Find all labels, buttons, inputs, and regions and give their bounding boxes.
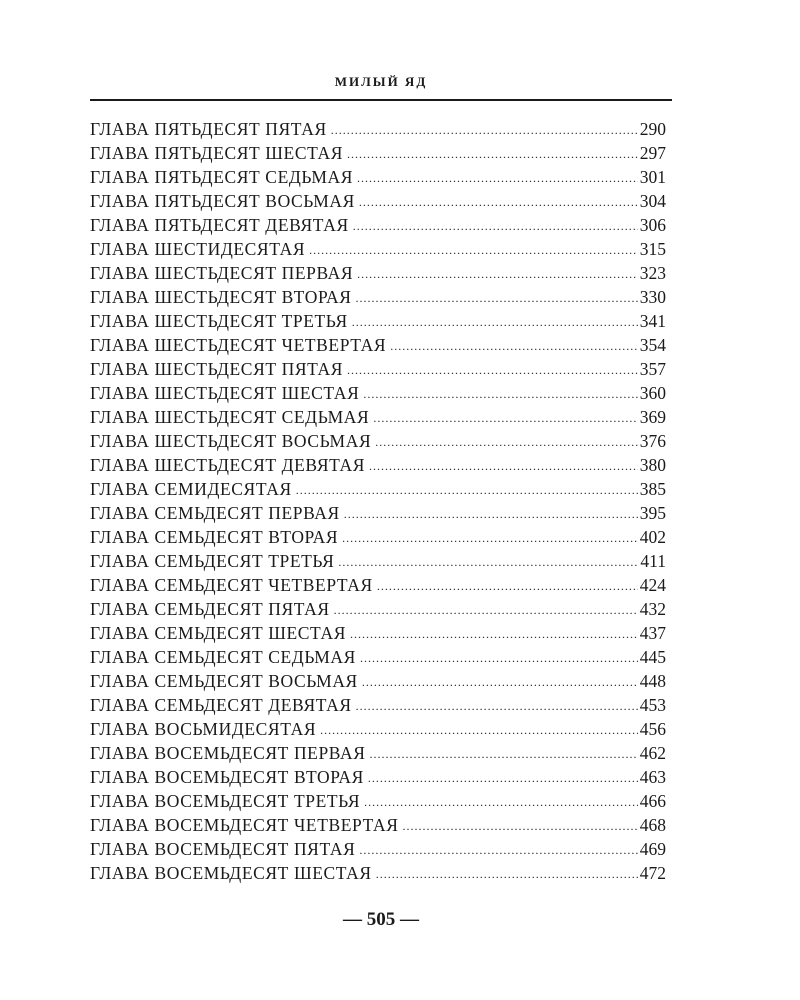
toc-entry-title: ГЛАВА ШЕСТЬДЕСЯТ ВОСЬМАЯ xyxy=(90,431,372,451)
toc-entry xyxy=(90,285,666,309)
dot-leader xyxy=(369,742,637,766)
toc-entry xyxy=(90,141,666,165)
toc-entry-title: ГЛАВА ШЕСТЬДЕСЯТ ТРЕТЬЯ xyxy=(90,311,348,331)
toc-entry-page: 466 xyxy=(639,791,666,811)
toc-entry-title: ГЛАВА ШЕСТИДЕСЯТАЯ xyxy=(90,239,306,259)
toc-entry-title: ГЛАВА ПЯТЬДЕСЯТ ПЯТАЯ xyxy=(90,119,327,139)
dot-leader xyxy=(350,622,638,646)
toc-entry-title: ГЛАВА ШЕСТЬДЕСЯТ ПЯТАЯ xyxy=(90,359,344,379)
toc-entry-page: 341 xyxy=(639,311,666,331)
dot-leader xyxy=(344,502,638,526)
toc-entry-page: 453 xyxy=(639,695,666,715)
toc-entry xyxy=(90,861,666,885)
toc-entry xyxy=(90,237,666,261)
toc-entry xyxy=(90,549,666,573)
toc-entry xyxy=(90,597,666,621)
toc-entry-page: 330 xyxy=(639,287,666,307)
toc-entry xyxy=(90,837,666,861)
toc-entry-title: ГЛАВА СЕМИДЕСЯТАЯ xyxy=(90,479,292,499)
toc-entry-page: 424 xyxy=(639,575,666,595)
toc-entry-page: 360 xyxy=(639,383,666,403)
toc-entry-page: 448 xyxy=(639,671,666,691)
header-rule xyxy=(90,99,672,101)
toc-entry-page: 369 xyxy=(639,407,666,427)
toc-entry-title: ГЛАВА ВОСЕМЬДЕСЯТ ПЯТАЯ xyxy=(90,839,356,859)
dot-leader xyxy=(362,670,638,694)
toc-entry-title: ГЛАВА ПЯТЬДЕСЯТ ВОСЬМАЯ xyxy=(90,191,355,211)
dot-leader xyxy=(403,814,638,838)
toc-entry-title: ГЛАВА ВОСЕМЬДЕСЯТ ПЕРВАЯ xyxy=(90,743,366,763)
toc-entry xyxy=(90,261,666,285)
toc-entry-title: ГЛАВА ВОСЕМЬДЕСЯТ ШЕСТАЯ xyxy=(90,863,372,883)
toc-entry-title: ГЛАВА ШЕСТЬДЕСЯТ ШЕСТАЯ xyxy=(90,383,360,403)
toc-entry-title: ГЛАВА ВОСЬМИДЕСЯТАЯ xyxy=(90,719,317,739)
toc-entry xyxy=(90,741,666,765)
dot-leader xyxy=(357,166,638,190)
toc-entry xyxy=(90,813,666,837)
toc-entry-title: ГЛАВА СЕМЬДЕСЯТ ПЯТАЯ xyxy=(90,599,330,619)
toc-entry-page: 297 xyxy=(639,143,666,163)
toc-entry-title: ГЛАВА СЕМЬДЕСЯТ ДЕВЯТАЯ xyxy=(90,695,352,715)
toc-entry-page: 315 xyxy=(639,239,666,259)
toc-entry-page: 290 xyxy=(639,119,666,139)
toc-entry-page: 395 xyxy=(639,503,666,523)
toc-entry-title: ГЛАВА ШЕСТЬДЕСЯТ СЕДЬМАЯ xyxy=(90,407,370,427)
toc-entry-title: ГЛАВА ШЕСТЬДЕСЯТ ВТОРАЯ xyxy=(90,287,352,307)
toc-entry-page: 462 xyxy=(639,743,666,763)
dot-leader xyxy=(309,238,638,262)
toc-entry-title: ГЛАВА ВОСЕМЬДЕСЯТ ТРЕТЬЯ xyxy=(90,791,361,811)
toc-entry-title: ГЛАВА СЕМЬДЕСЯТ ШЕСТАЯ xyxy=(90,623,346,643)
dot-leader xyxy=(359,838,637,862)
toc-entry xyxy=(90,165,666,189)
toc-entry-title: ГЛАВА СЕМЬДЕСЯТ ТРЕТЬЯ xyxy=(90,551,335,571)
toc-entry-page: 411 xyxy=(640,551,666,571)
toc-entry xyxy=(90,573,666,597)
dot-leader xyxy=(375,430,638,454)
toc-entry-page: 354 xyxy=(639,335,666,355)
dot-leader xyxy=(369,454,638,478)
toc-entry-page: 437 xyxy=(639,623,666,643)
toc-entry-page: 468 xyxy=(639,815,666,835)
toc-entry-page: 456 xyxy=(639,719,666,739)
toc-entry xyxy=(90,621,666,645)
toc-entry xyxy=(90,789,666,813)
dot-leader xyxy=(296,478,638,502)
toc-entry xyxy=(90,333,666,357)
toc-entry-page: 301 xyxy=(639,167,666,187)
dot-leader xyxy=(320,718,638,742)
dot-leader xyxy=(360,646,638,670)
toc-entry xyxy=(90,669,666,693)
toc-entry-title: ГЛАВА СЕМЬДЕСЯТ ВОСЬМАЯ xyxy=(90,671,358,691)
toc-entry xyxy=(90,645,666,669)
toc-entry-title: ГЛАВА ШЕСТЬДЕСЯТ ПЕРВАЯ xyxy=(90,263,354,283)
dot-leader xyxy=(368,766,638,790)
toc-entry xyxy=(90,453,666,477)
dot-leader xyxy=(338,550,638,574)
toc-entry-title: ГЛАВА ПЯТЬДЕСЯТ СЕДЬМАЯ xyxy=(90,167,354,187)
dot-leader xyxy=(364,790,638,814)
toc-entry-page: 472 xyxy=(639,863,666,883)
toc-entry xyxy=(90,717,666,741)
dot-leader xyxy=(390,334,638,358)
toc-entry xyxy=(90,525,666,549)
toc-entry-page: 385 xyxy=(639,479,666,499)
dot-leader xyxy=(331,118,638,142)
toc-entry-title: ГЛАВА ШЕСТЬДЕСЯТ ДЕВЯТАЯ xyxy=(90,455,366,475)
toc-entry-title: ГЛАВА ВОСЕМЬДЕСЯТ ЧЕТВЕРТАЯ xyxy=(90,815,399,835)
toc-entry xyxy=(90,501,666,525)
toc-entry-page: 402 xyxy=(639,527,666,547)
toc-entry xyxy=(90,381,666,405)
toc-entry xyxy=(90,357,666,381)
toc-entry-page: 445 xyxy=(639,647,666,667)
dot-leader xyxy=(356,286,638,310)
toc-entry-title: ГЛАВА ВОСЕМЬДЕСЯТ ВТОРАЯ xyxy=(90,767,364,787)
toc-entry-title: ГЛАВА СЕМЬДЕСЯТ ВТОРАЯ xyxy=(90,527,339,547)
dot-leader xyxy=(373,406,637,430)
toc-entry-title: ГЛАВА СЕМЬДЕСЯТ ПЕРВАЯ xyxy=(90,503,340,523)
toc-entry xyxy=(90,309,666,333)
dot-leader xyxy=(334,598,638,622)
toc-entry xyxy=(90,765,666,789)
dot-leader xyxy=(347,358,638,382)
toc-entry-title: ГЛАВА ШЕСТЬДЕСЯТ ЧЕТВЕРТАЯ xyxy=(90,335,387,355)
toc-entry-title: ГЛАВА ПЯТЬДЕСЯТ ШЕСТАЯ xyxy=(90,143,344,163)
toc-entry xyxy=(90,117,666,141)
dot-leader xyxy=(347,142,638,166)
toc-entry xyxy=(90,429,666,453)
dot-leader xyxy=(376,862,638,886)
toc-entry xyxy=(90,477,666,501)
toc-entry xyxy=(90,189,666,213)
toc-entry-page: 469 xyxy=(639,839,666,859)
toc-entry-page: 463 xyxy=(639,767,666,787)
toc-entry-page: 323 xyxy=(639,263,666,283)
toc-entry-page: 376 xyxy=(639,431,666,451)
toc-entry xyxy=(90,693,666,717)
toc-entry-page: 380 xyxy=(639,455,666,475)
toc-entry-title: ГЛАВА СЕМЬДЕСЯТ ЧЕТВЕРТАЯ xyxy=(90,575,373,595)
toc-entry-page: 432 xyxy=(639,599,666,619)
toc-entry-page: 304 xyxy=(639,191,666,211)
toc-entry-page: 306 xyxy=(639,215,666,235)
toc-entry-title: ГЛАВА ПЯТЬДЕСЯТ ДЕВЯТАЯ xyxy=(90,215,349,235)
toc-entry xyxy=(90,405,666,429)
dot-leader xyxy=(353,214,638,238)
table-of-contents xyxy=(90,117,666,885)
dot-leader xyxy=(356,694,638,718)
dot-leader xyxy=(359,190,638,214)
dot-leader xyxy=(352,310,638,334)
dot-leader xyxy=(342,526,638,550)
dot-leader xyxy=(377,574,638,598)
running-head: МИЛЫЙ ЯД xyxy=(334,74,428,89)
toc-entry-title: ГЛАВА СЕМЬДЕСЯТ СЕДЬМАЯ xyxy=(90,647,356,667)
toc-entry xyxy=(90,213,666,237)
dot-leader xyxy=(363,382,637,406)
page-number: — 505 — xyxy=(343,909,419,930)
dot-leader xyxy=(357,262,638,286)
toc-entry-page: 357 xyxy=(639,359,666,379)
